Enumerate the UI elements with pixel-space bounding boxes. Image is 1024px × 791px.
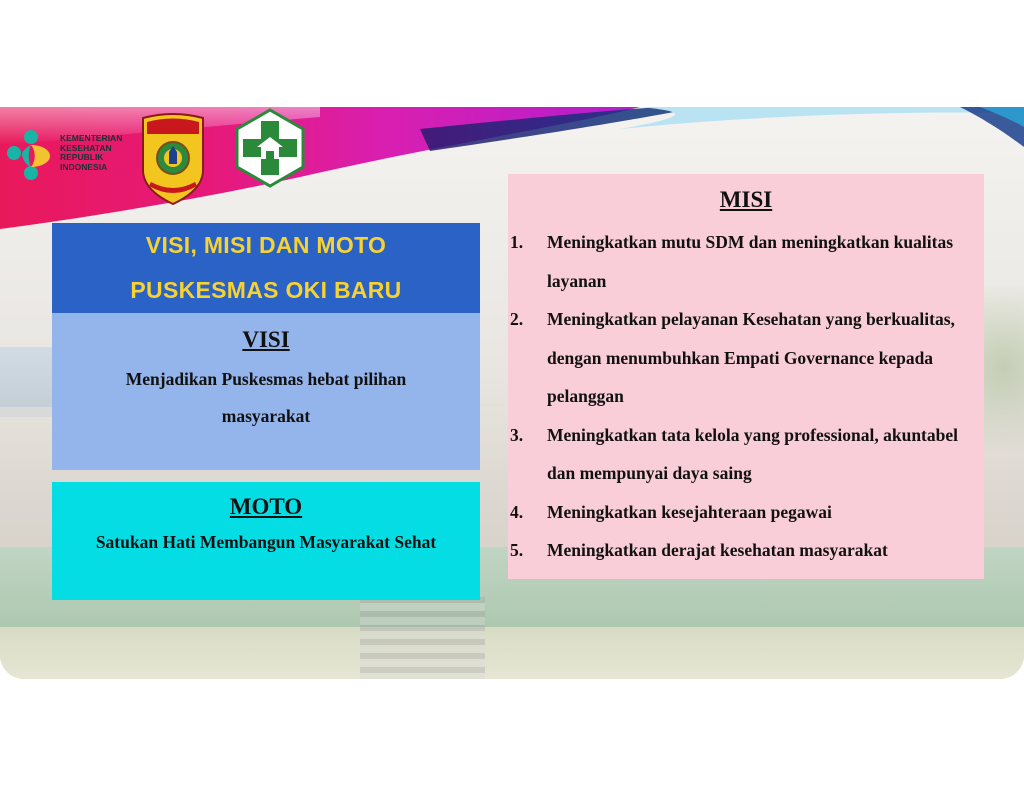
list-item-text: Meningkatkan mutu SDM dan meningkatkan kualitas layanan: [547, 232, 954, 291]
list-item-text: Meningkatkan kesejahteraan pegawai: [547, 501, 832, 522]
title-line-2: PUSKESMAS OKI BARU: [130, 277, 402, 303]
moto-text: Satukan Hati Membangun Masyarakat Sehat: [95, 532, 437, 552]
buru-selatan-shield-icon: [139, 112, 207, 206]
list-item-number: 4.: [510, 501, 524, 522]
background-steps: [360, 597, 485, 679]
list-item: [508, 531, 984, 570]
list-item-number: 1.: [510, 232, 524, 252]
list-item: [508, 416, 984, 493]
misi-heading: MISI: [719, 187, 773, 212]
list-item-text: Meningkatkan derajat kesehatan masyarakat: [547, 540, 888, 560]
visi-text: Menjadikan Puskesmas hebat pilihan masyarakat: [125, 369, 407, 426]
title-line-1: VISI, MISI DAN MOTO: [145, 232, 387, 258]
list-item-number: 2.: [510, 309, 524, 329]
visi-box: [52, 313, 480, 470]
misi-box: [508, 174, 984, 579]
list-item: [508, 300, 984, 416]
title-box: [52, 223, 480, 313]
list-item-number: 5.: [510, 540, 524, 560]
list-item-number: 3.: [510, 424, 524, 445]
misi-list: [508, 223, 984, 570]
kemenkes-wordmark: KEMENTERIAN KESEHATAN REPUBLIK INDONESIA: [60, 133, 123, 172]
logo-group: [0, 107, 320, 207]
list-item: [508, 493, 984, 532]
visi-heading: VISI: [242, 327, 290, 352]
list-item: [508, 223, 984, 300]
background-grass: [0, 627, 1024, 679]
list-item-text: Meningkatkan tata kelola yang professional, akuntabel dan mempunyai daya saing: [547, 424, 958, 483]
list-item-text: Meningkatkan pelayanan Kesehatan yang berkualitas, dengan menumbuhkan Empati Governance kepada pelanggan: [547, 309, 955, 406]
moto-heading: MOTO: [229, 494, 303, 519]
puskesmas-logo-icon: [233, 107, 307, 189]
kemenkes-logo-icon: [4, 127, 58, 185]
moto-box: [52, 482, 480, 600]
slide: [0, 107, 1024, 679]
